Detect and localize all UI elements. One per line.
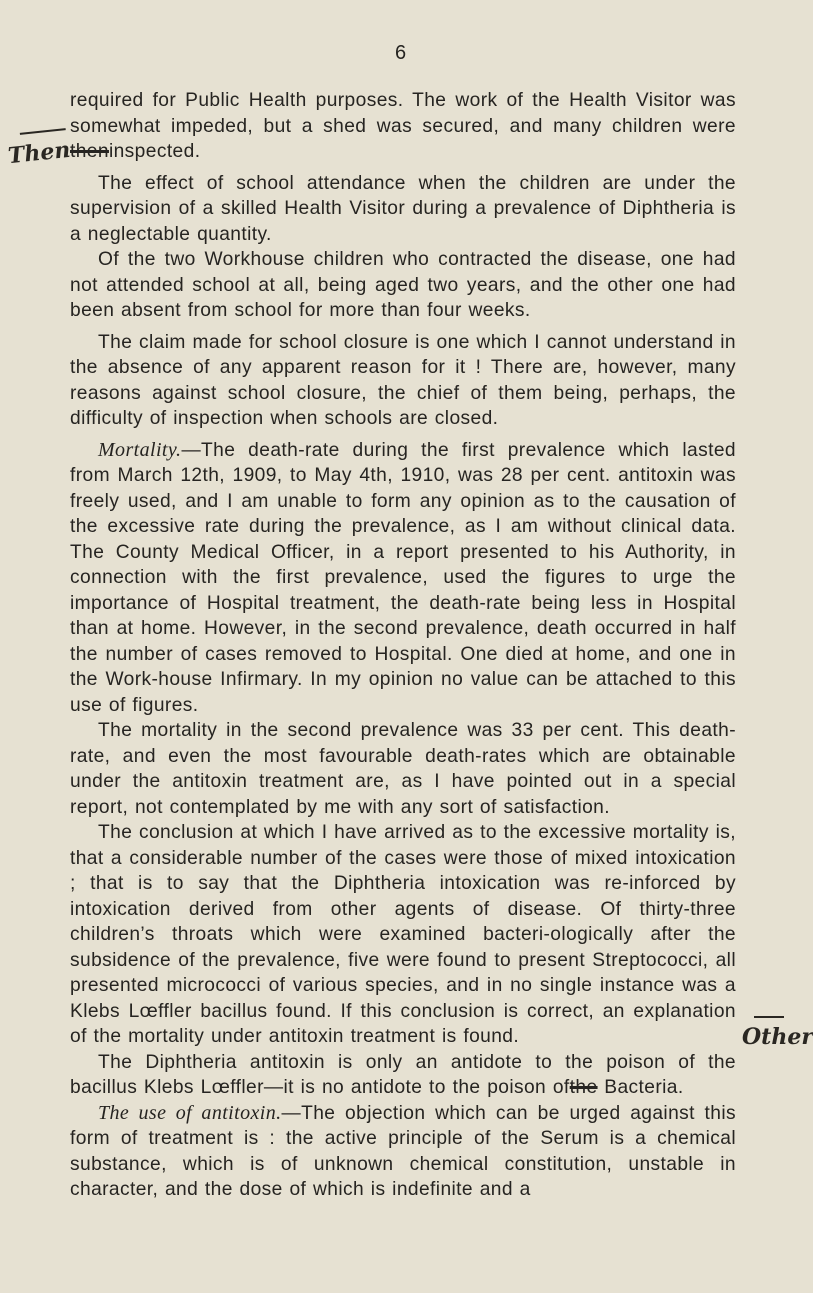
paragraph-1 (70, 88, 736, 165)
paragraph-2: The effect of school attendance when the children are under the supervision of a skilled Health Visitor during a prevalence of Diphtheria is a neglectable quantity. (70, 172, 736, 245)
handwritten-annotation-right: Other (742, 1024, 813, 1050)
paragraph-1-end: inspected. (108, 141, 201, 162)
antitoxin-heading: The use of antitoxin. (98, 1101, 282, 1124)
handwritten-annotation-left: Then (6, 136, 72, 170)
page-number: 6 (394, 42, 407, 64)
struck-word: then (70, 141, 109, 162)
paragraph-7: The conclusion at which I have arrived as to the excessive mortality is, that a considerable number of the cases were those of mixed intoxication ; that is to say that the Diphtheria intoxication was re-inforced by intoxication derived from other agents of disease. Of thirty-three children’s throats which were examined bacteri-ologically after the subsidence of the prevalence, five were found to present Streptococci, all presented micrococci of various species, and in no single instance was a Klebs Lœffler bacillus found. If this conclusion is correct, an explanation of the mortality under antitoxin treatment is found. (70, 822, 737, 1047)
antitoxin-text: —The objection which can be urged against this form of treatment is : the active principle of the Serum is a chemical substance, which is of unknown chemical constitution, unstable in character, and the dose of which is indefinite and a (70, 1102, 736, 1200)
struck-word-2: the (569, 1077, 598, 1098)
mortality-text: —The death-rate during the first prevalence which lasted from March 12th, 1909, to May 4th, 1910, was 28 per cent. antitoxin was freely used, and I am unable to form any opinion as to the causation of the excessive rate during the prevalence, as I am without clinical data. The County Medical Officer, in a report presented to his Authority, in connection with the first prevalence, used the figures to urge the importance of Hospital treatment, the death-rate being less in Hospital than at home. However, in the second prevalence, death occurred in half the number of cases removed to Hospital. One died at home, and one in the Work-house Infirmary. In my opinion no value can be attached to this use of figures. (70, 439, 736, 716)
paragraph-6: The mortality in the second prevalence was 33 per cent. This death-rate, and even the most favourable death-rates which are obtainable under the antitoxin treatment are, as I have pointed out in a special report, not contemplated by me with any sort of satisfaction. (70, 720, 736, 818)
paragraph-8-text: The Diphtheria antitoxin is only an antidote to the poison of the bacillus Klebs Lœffler—it is no antidote to the poison of (70, 1051, 736, 1098)
paragraph-8 (70, 1050, 736, 1101)
paragraph-antitoxin (70, 1101, 736, 1203)
paragraph-1-text: required for Public Health purposes. The work of the Health Visitor was somewhat impeded, but a shed was secured, and many children were (70, 90, 736, 137)
mortality-heading: Mortality. (98, 438, 182, 461)
paragraph-4: The claim made for school closure is one which I cannot understand in the absence of any apparent reason for it ! There are, however, many reasons against school closure, the chief of them being, perhaps, the difficulty of inspection when schools are closed. (70, 331, 736, 429)
paragraph-3: Of the two Workhouse children who contracted the disease, one had not attended school at all, being aged two years, and the other one had been absent from school for more than four weeks. (70, 249, 736, 321)
body-text (70, 88, 736, 1203)
paragraph-8-end: Bacteria. (597, 1077, 684, 1098)
paragraph-mortality (70, 438, 736, 719)
